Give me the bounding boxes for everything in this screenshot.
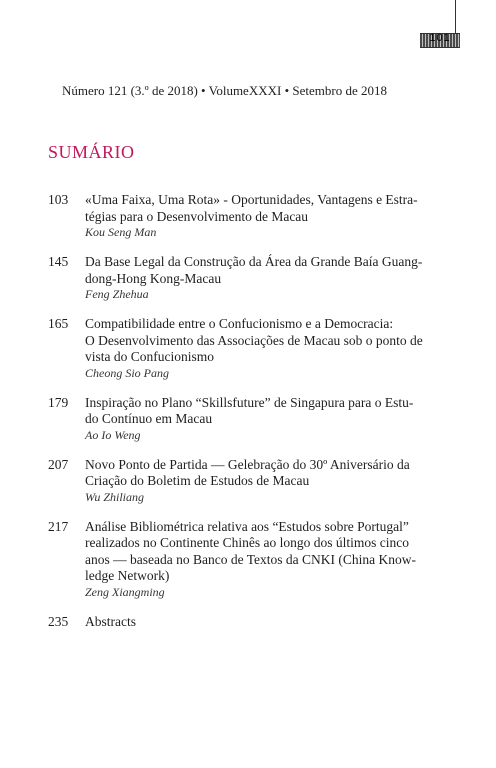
issue-line: Número 121 (3.º de 2018) • VolumeXXXI • Setembro de 2018 xyxy=(62,83,387,98)
toc-entry-body xyxy=(85,316,432,381)
toc-title-line: Análise Bibliométrica relativa aos “Estudos sobre Portugal” xyxy=(85,518,409,534)
page-number-box xyxy=(420,33,460,48)
toc-entry-body xyxy=(85,519,432,600)
toc-entry[interactable] xyxy=(48,519,432,600)
toc-title-line: do Contínuo em Macau xyxy=(85,411,213,426)
toc-page-number: 145 xyxy=(48,254,69,269)
table-of-contents xyxy=(48,192,432,644)
toc-title-line: Novo Ponto de Partida — Gelebração do 30º Aniversário da xyxy=(85,456,410,472)
toc-title-line: tégias para o Desenvolvimento de Macau xyxy=(85,208,309,224)
toc-title-line: dong-Hong Kong-Macau xyxy=(85,270,222,286)
toc-entry-body xyxy=(85,254,432,302)
toc-author: Cheong Sio Pang xyxy=(85,365,169,380)
toc-page-number: 217 xyxy=(48,518,69,534)
toc-title-line: Abstracts xyxy=(85,613,136,629)
toc-page-number: 207 xyxy=(48,456,69,472)
toc-page-number: 165 xyxy=(48,316,69,331)
toc-title-line: ledge Network) xyxy=(85,568,170,583)
toc-title-line: anos — baseada no Banco de Textos da CNKI (China Know- xyxy=(85,551,416,567)
toc-title-line: Inspiração no Plano “Skillsfuture” de Singapura para o Estu- xyxy=(85,394,414,410)
toc-entry[interactable] xyxy=(48,395,432,443)
toc-author: Feng Zhehua xyxy=(85,287,149,301)
toc-entry[interactable] xyxy=(48,316,432,381)
toc-entry-body xyxy=(85,395,432,443)
toc-entry[interactable] xyxy=(48,457,432,505)
toc-page-number: 235 xyxy=(48,613,69,629)
toc-entry-body xyxy=(85,457,432,505)
toc-title-line: O Desenvolvimento das Associações de Macau sob o ponto de xyxy=(85,332,423,348)
toc-page-number: 103 xyxy=(48,192,69,207)
toc-title-line: Compatibilidade entre o Confucionismo e a Democracia: xyxy=(85,316,394,331)
toc-author: Wu Zhiliang xyxy=(85,489,145,504)
toc-title-line: Criação do Boletim de Estudos de Macau xyxy=(85,473,310,488)
toc-author: Ao Io Weng xyxy=(85,427,141,442)
toc-title-line: Da Base Legal da Construção da Área da Grande Baía Guang- xyxy=(85,254,423,269)
toc-entry[interactable] xyxy=(48,254,432,302)
page-title: SUMÁRIO xyxy=(48,142,135,162)
page-number: 101 xyxy=(429,32,451,44)
toc-entry[interactable] xyxy=(48,192,432,240)
toc-entry[interactable] xyxy=(48,614,432,631)
toc-author: Zeng Xiangming xyxy=(85,584,165,599)
toc-title-line: vista do Confucionismo xyxy=(85,349,214,364)
toc-title-line: realizados no Continente Chinês ao longo dos últimos cinco xyxy=(85,535,409,550)
toc-entry-body xyxy=(85,192,432,240)
toc-entry-body xyxy=(85,614,432,631)
toc-title-line: «Uma Faixa, Uma Rota» - Oportunidades, Vantagens e Estra- xyxy=(85,192,418,207)
toc-page-number: 179 xyxy=(48,394,69,410)
toc-author: Kou Seng Man xyxy=(85,225,157,239)
